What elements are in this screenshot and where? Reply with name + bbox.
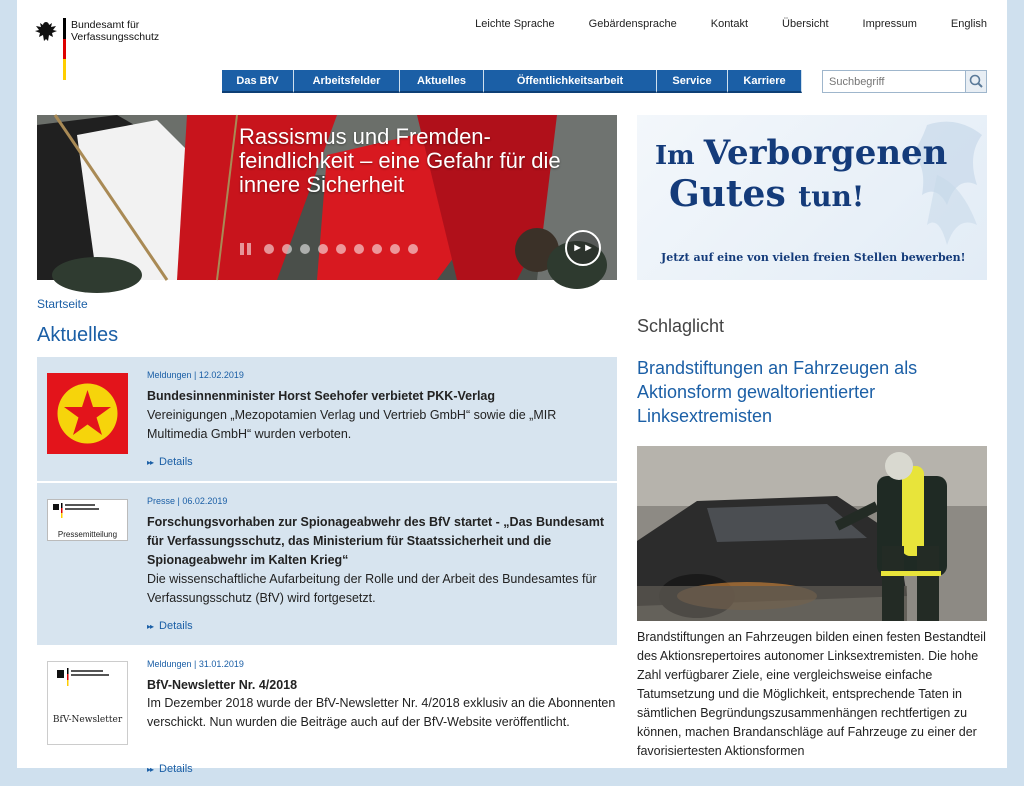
news-item bbox=[37, 482, 617, 645]
news-meta: Meldungen | 12.02.2019 bbox=[147, 370, 244, 380]
section-title: Aktuelles bbox=[37, 324, 119, 346]
recruiting-banner[interactable] bbox=[637, 115, 987, 280]
hero-slider[interactable] bbox=[37, 115, 617, 280]
nav-arbeitsfelder[interactable]: Arbeitsfelder bbox=[294, 70, 400, 93]
ad-line-1 bbox=[655, 133, 947, 173]
util-link-kontakt[interactable]: Kontakt bbox=[710, 18, 749, 30]
slider-dot[interactable] bbox=[390, 244, 400, 254]
details-link[interactable] bbox=[147, 456, 193, 468]
nav-oeffentlichkeitsarbeit[interactable]: Öffentlichkeitsarbeit bbox=[484, 70, 657, 93]
page bbox=[17, 0, 1007, 775]
ad-line-2 bbox=[669, 173, 864, 215]
news-title[interactable]: Bundesinnenminister Horst Seehofer verbietet PKK-Verlag bbox=[147, 389, 496, 403]
slider-dot[interactable] bbox=[264, 244, 274, 254]
news-title[interactable]: BfV-Newsletter Nr. 4/2018 bbox=[147, 678, 298, 692]
breadcrumb[interactable]: Startseite bbox=[37, 297, 88, 311]
slider-dot[interactable] bbox=[372, 244, 382, 254]
logo-line-2: Verfassungsschutz bbox=[71, 31, 160, 43]
details-label: Details bbox=[159, 456, 193, 468]
thumb-label: Pressemitteilung bbox=[57, 530, 118, 539]
details-link[interactable] bbox=[147, 763, 193, 775]
spotlight-image[interactable] bbox=[637, 446, 987, 621]
news-item bbox=[37, 356, 617, 481]
spotlight-label: Schlaglicht bbox=[637, 316, 725, 336]
util-link-impressum[interactable]: Impressum bbox=[862, 18, 917, 30]
bfv-mini-logo-icon bbox=[48, 500, 127, 522]
news-item bbox=[37, 646, 617, 786]
news-title[interactable]: Forschungsvorhaben zur Spionageabwehr des BfV startet - „Das Bundesamt für Verfassungsschutz, das Ministerium für Staatssicherheit und die Spionageabwehr im Kalten Krieg“ bbox=[147, 515, 605, 567]
bfv-mini-logo-icon bbox=[48, 662, 127, 692]
slider-dot[interactable] bbox=[408, 244, 418, 254]
slider-dot[interactable] bbox=[300, 244, 310, 254]
slider-dot[interactable] bbox=[336, 244, 346, 254]
ad-tun: tun! bbox=[798, 180, 865, 213]
slider-dot[interactable] bbox=[282, 244, 292, 254]
hero-title[interactable]: Rassismus und Fremden-feindlichkeit – eine Gefahr für die innere Sicherheit bbox=[239, 124, 561, 197]
ad-subline: Jetzt auf eine von vielen freien Stellen bewerben! bbox=[661, 251, 966, 264]
logo-text bbox=[71, 19, 159, 43]
details-label: Details bbox=[159, 620, 193, 632]
pkk-star-thumbnail[interactable] bbox=[47, 373, 128, 454]
burning-car-image bbox=[637, 446, 987, 621]
spotlight-title[interactable]: Brandstiftungen an Fahrzeugen als Aktionsform gewaltorientierter Linksextremisten bbox=[637, 358, 918, 426]
search-input[interactable] bbox=[823, 71, 965, 92]
util-link-leichte-sprache[interactable]: Leichte Sprache bbox=[475, 18, 555, 30]
bfv-logo[interactable] bbox=[34, 18, 174, 82]
nav-aktuelles[interactable]: Aktuelles bbox=[400, 70, 484, 93]
search-button[interactable] bbox=[965, 71, 986, 92]
double-chevron-icon: ▸▸ bbox=[147, 458, 154, 467]
german-flag-bar bbox=[63, 18, 66, 80]
slider-controls bbox=[240, 243, 426, 255]
news-meta: Presse | 06.02.2019 bbox=[147, 496, 228, 506]
double-chevron-icon: ▸▸ bbox=[147, 765, 154, 774]
util-link-gebaerdensprache[interactable]: Gebärdensprache bbox=[588, 18, 677, 30]
logo-line-1: Bundesamt für bbox=[71, 19, 140, 31]
slider-dot[interactable] bbox=[354, 244, 364, 254]
magnifier-icon bbox=[966, 71, 987, 92]
spotlight-body: Brandstiftungen an Fahrzeugen bilden einen festen Bestandteil des Aktionsrepertoires autonomer Linksextremisten. Die hohe Zahl verfügbarer Ziele, eine vergleichsweise einfache Tatumsetzung und die Möglichkeit, entsprechende Taten in sämtlichen Begründungszusammenhängen rechtfertigen zu können, machen Brandanschläge auf Fahrzeuge zu einer der favorisiertesten Aktionsformen bbox=[637, 630, 986, 758]
news-body: Im Dezember 2018 wurde der BfV-Newsletter Nr. 4/2018 exklusiv an die Abonnenten verschickt. Nun wurden die Beiträge auch auf der BfV-Website veröffentlicht. bbox=[147, 696, 616, 729]
nav-karriere[interactable]: Karriere bbox=[728, 70, 802, 93]
double-chevron-icon: ▸▸ bbox=[147, 622, 154, 631]
nav-service[interactable]: Service bbox=[657, 70, 728, 93]
details-label: Details bbox=[159, 763, 193, 775]
slider-next-button[interactable] bbox=[565, 230, 601, 266]
news-body: Vereinigungen „Mezopotamien Verlag und Vertrieb GmbH“ sowie die „MIR Multimedia GmbH“ wurden verboten. bbox=[147, 408, 557, 441]
thumb-label: BfV-Newsletter bbox=[52, 715, 123, 725]
news-body: Die wissenschaftliche Aufarbeitung der Rolle und der Arbeit des Bundesamtes für Verfassungsschutz (BfV) wird fortgesetzt. bbox=[147, 572, 597, 605]
ad-im: Im bbox=[655, 141, 695, 171]
util-link-uebersicht[interactable]: Übersicht bbox=[782, 18, 829, 30]
nav-das-bfv[interactable]: Das BfV bbox=[222, 70, 294, 93]
news-meta: Meldungen | 31.01.2019 bbox=[147, 659, 244, 669]
search-box bbox=[822, 70, 987, 93]
newsletter-thumbnail[interactable] bbox=[47, 661, 128, 745]
ad-gutes: Gutes bbox=[669, 173, 786, 215]
press-release-thumbnail[interactable] bbox=[47, 499, 128, 541]
slider-dot[interactable] bbox=[318, 244, 328, 254]
utility-nav bbox=[441, 18, 987, 30]
ad-verborgenen: Verborgenen bbox=[703, 133, 948, 173]
util-link-english[interactable]: English bbox=[950, 18, 987, 30]
pause-icon[interactable] bbox=[240, 243, 252, 255]
eagle-icon bbox=[34, 20, 58, 44]
fast-forward-icon: ►► bbox=[572, 242, 594, 254]
details-link[interactable] bbox=[147, 620, 193, 632]
main-nav bbox=[222, 70, 802, 93]
